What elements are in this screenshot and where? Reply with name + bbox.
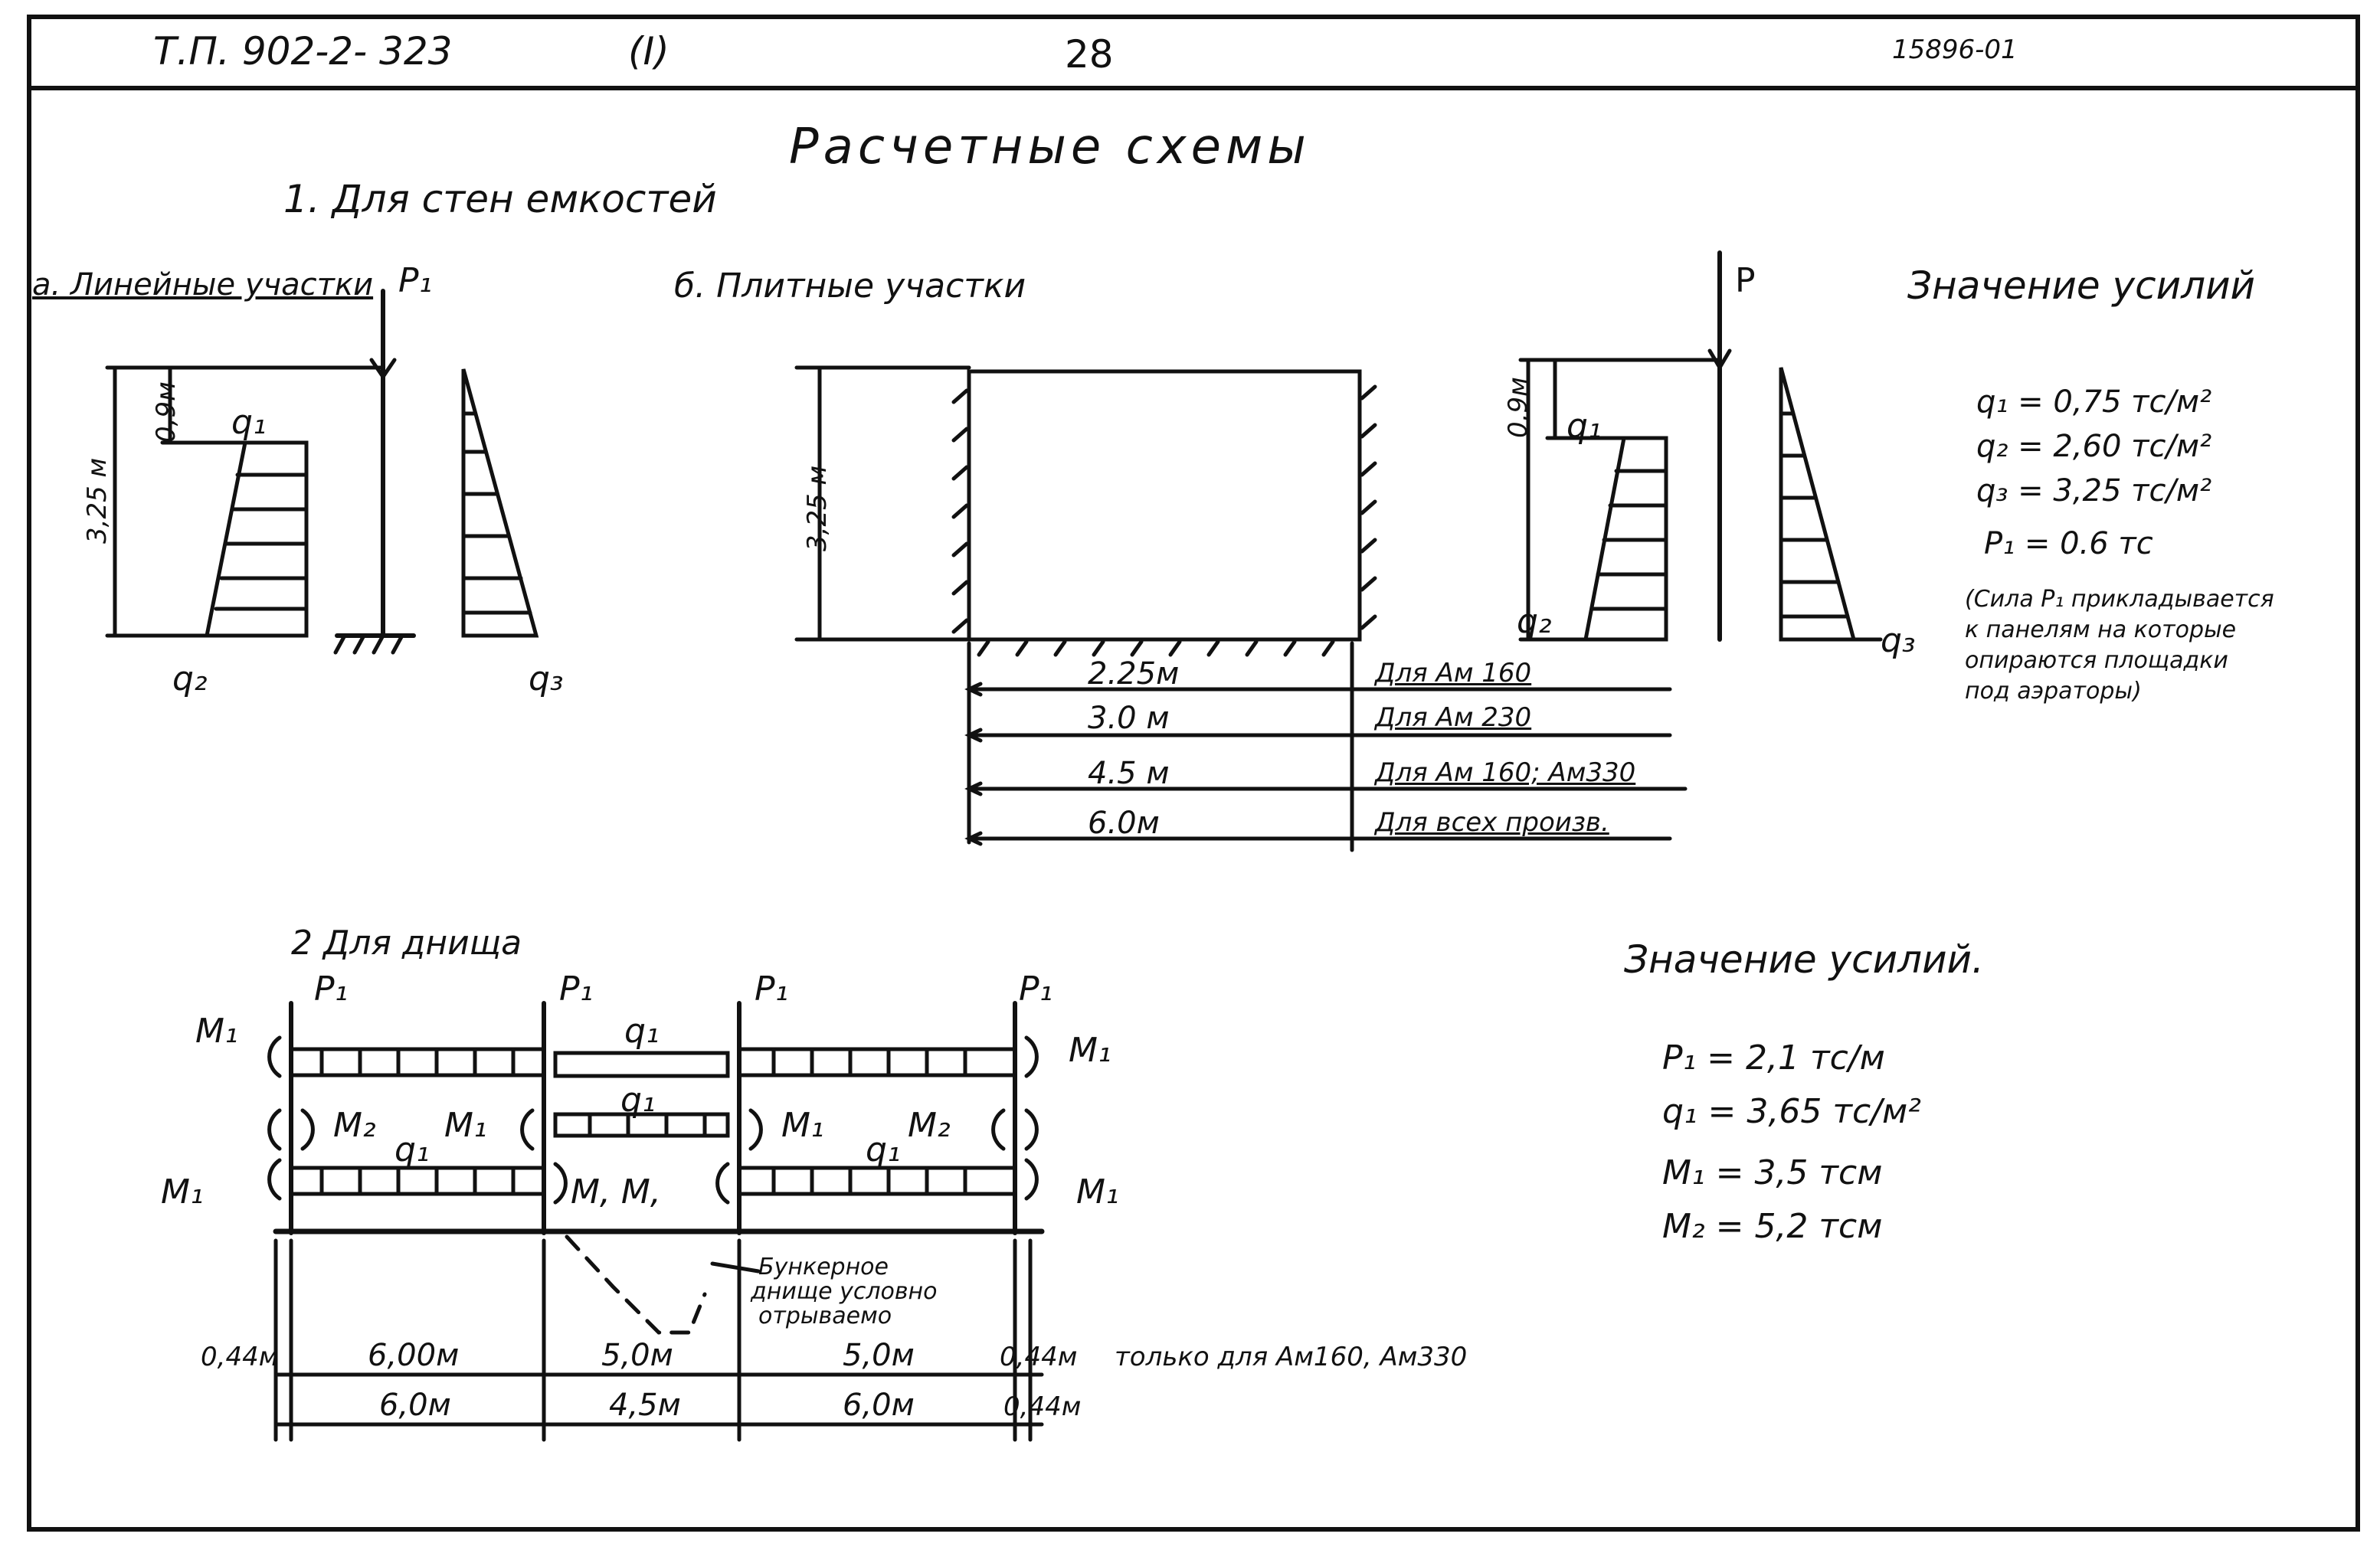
dim-row1-3: 5,0м	[843, 1338, 915, 1373]
bunker-note-3: отрываемо	[758, 1303, 892, 1329]
dim-3-25-label: 3,25 м	[82, 457, 113, 544]
plate-dim-0-9: 0,9м	[1503, 377, 1534, 438]
dim-row1-2: 5,0м	[601, 1338, 673, 1373]
q1-label-plate: q₁	[1566, 407, 1602, 446]
dim-row2-0: 6,0м	[379, 1388, 451, 1423]
values2-q1: q₁ = 3,65 тс/м²	[1662, 1092, 1921, 1131]
p1-label-a: P₁	[314, 970, 349, 1009]
linear-section-label: a. Линейные участки	[32, 267, 374, 302]
dim-row2-3: 0,44м	[1003, 1391, 1082, 1422]
plate-dim-3-25: 3,25 м	[802, 465, 833, 551]
span-length-2: 3.0 м	[1088, 701, 1170, 736]
p1-label-c: P₁	[755, 970, 789, 1009]
bunker-note-1: Бункерное	[758, 1254, 889, 1280]
values1-note-4: под аэраторы)	[1965, 678, 2142, 705]
m1-label-top-right: M₁	[1069, 1031, 1111, 1070]
page-title: Расчетные схемы	[789, 119, 1311, 175]
span-note-3: Для Ам 160; Ам330	[1375, 757, 1636, 788]
mm-label-center: M, M,	[571, 1172, 661, 1212]
p1-label-d: P₁	[1019, 970, 1053, 1009]
p1-label-b: P₁	[559, 970, 594, 1009]
dim-row1-4: 0,44м	[1000, 1342, 1078, 1372]
m1-label-bottom-right: M₁	[1076, 1172, 1119, 1212]
sheet-frame	[29, 17, 2358, 1529]
span-length-1: 2.25м	[1088, 656, 1180, 692]
m1-label-mid-right: M₁	[781, 1106, 824, 1145]
dim-row1-note: только для Ам160, Ам330	[1115, 1342, 1468, 1372]
section2-heading: 2 Для днища	[291, 924, 522, 963]
dim-row1-1: 6,00м	[368, 1338, 460, 1373]
plate-load-diagram	[1521, 253, 1881, 639]
m1-label-top-left: M₁	[195, 1012, 238, 1051]
values1-q2: q₂ = 2,60 тс/м²	[1976, 429, 2212, 464]
section1-heading: 1. Для стен емкостей	[283, 177, 717, 221]
page-number: 28	[1065, 32, 1114, 77]
values1-note-1: (Сила P₁ прикладывается	[1965, 586, 2274, 613]
values1-q3: q₃ = 3,25 тс/м²	[1976, 473, 2212, 508]
span-note-1: Для Ам 160	[1375, 658, 1532, 688]
bunker-note-2: днище условно	[751, 1278, 938, 1305]
m1-label-bottom-left: M₁	[161, 1172, 204, 1212]
values1-heading: Значение усилий	[1907, 263, 2256, 308]
span-length-3: 4.5 м	[1088, 756, 1170, 791]
dim-row2-1: 4,5м	[609, 1388, 681, 1423]
dim-0-9-label: 0,9м	[151, 381, 182, 443]
q1-label-top: q₁	[624, 1012, 660, 1051]
load-p1-label: P₁	[398, 261, 433, 300]
values1-note-2: к панелям на которые	[1965, 616, 2237, 643]
values1-q1: q₁ = 0,75 тс/м²	[1976, 384, 2212, 420]
values2-p1: P₁ = 2,1 тс/м	[1662, 1038, 1885, 1077]
q3-label-plate: q₃	[1881, 621, 1916, 660]
linear-section-diagram	[107, 291, 536, 652]
plate-section-label: б. Плитные участки	[674, 267, 1026, 306]
load-p-label: P	[1735, 261, 1756, 300]
dim-row1-0: 0,44м	[201, 1342, 279, 1372]
values2-m1: M₁ = 3,5 тсм	[1662, 1153, 1883, 1192]
project-part: (I)	[628, 29, 669, 74]
q1-label-linear: q₁	[231, 403, 267, 442]
span-note-2: Для Ам 230	[1375, 702, 1532, 733]
values2-heading: Значение усилий.	[1624, 937, 1984, 982]
dim-row2-2: 6,0м	[843, 1388, 915, 1423]
bottom-slab-diagram	[270, 1003, 1042, 1440]
m1-label-mid-left: M₁	[444, 1106, 487, 1145]
values2-m2: M₂ = 5,2 тсм	[1662, 1207, 1883, 1246]
m2-label-left: M₂	[333, 1106, 376, 1145]
project-number: Т.П. 902-2- 323	[153, 29, 453, 74]
q1-label-lower-right: q₁	[866, 1130, 901, 1169]
q1-label-mid: q₁	[620, 1081, 656, 1120]
q2-label-linear: q₂	[172, 659, 208, 698]
values1-note-3: опираются площадки	[1965, 647, 2228, 674]
q1-label-lower-left: q₁	[394, 1130, 430, 1169]
q2-label-plate: q₂	[1517, 602, 1552, 641]
q3-label-linear: q₃	[529, 659, 564, 698]
values1-p1: P₁ = 0.6 тс	[1984, 526, 2153, 561]
m2-label-right: M₂	[908, 1106, 951, 1145]
span-note-4: Для всех произв.	[1375, 807, 1609, 838]
span-length-4: 6.0м	[1088, 806, 1160, 841]
sheet-code: 15896-01	[1892, 34, 2018, 65]
